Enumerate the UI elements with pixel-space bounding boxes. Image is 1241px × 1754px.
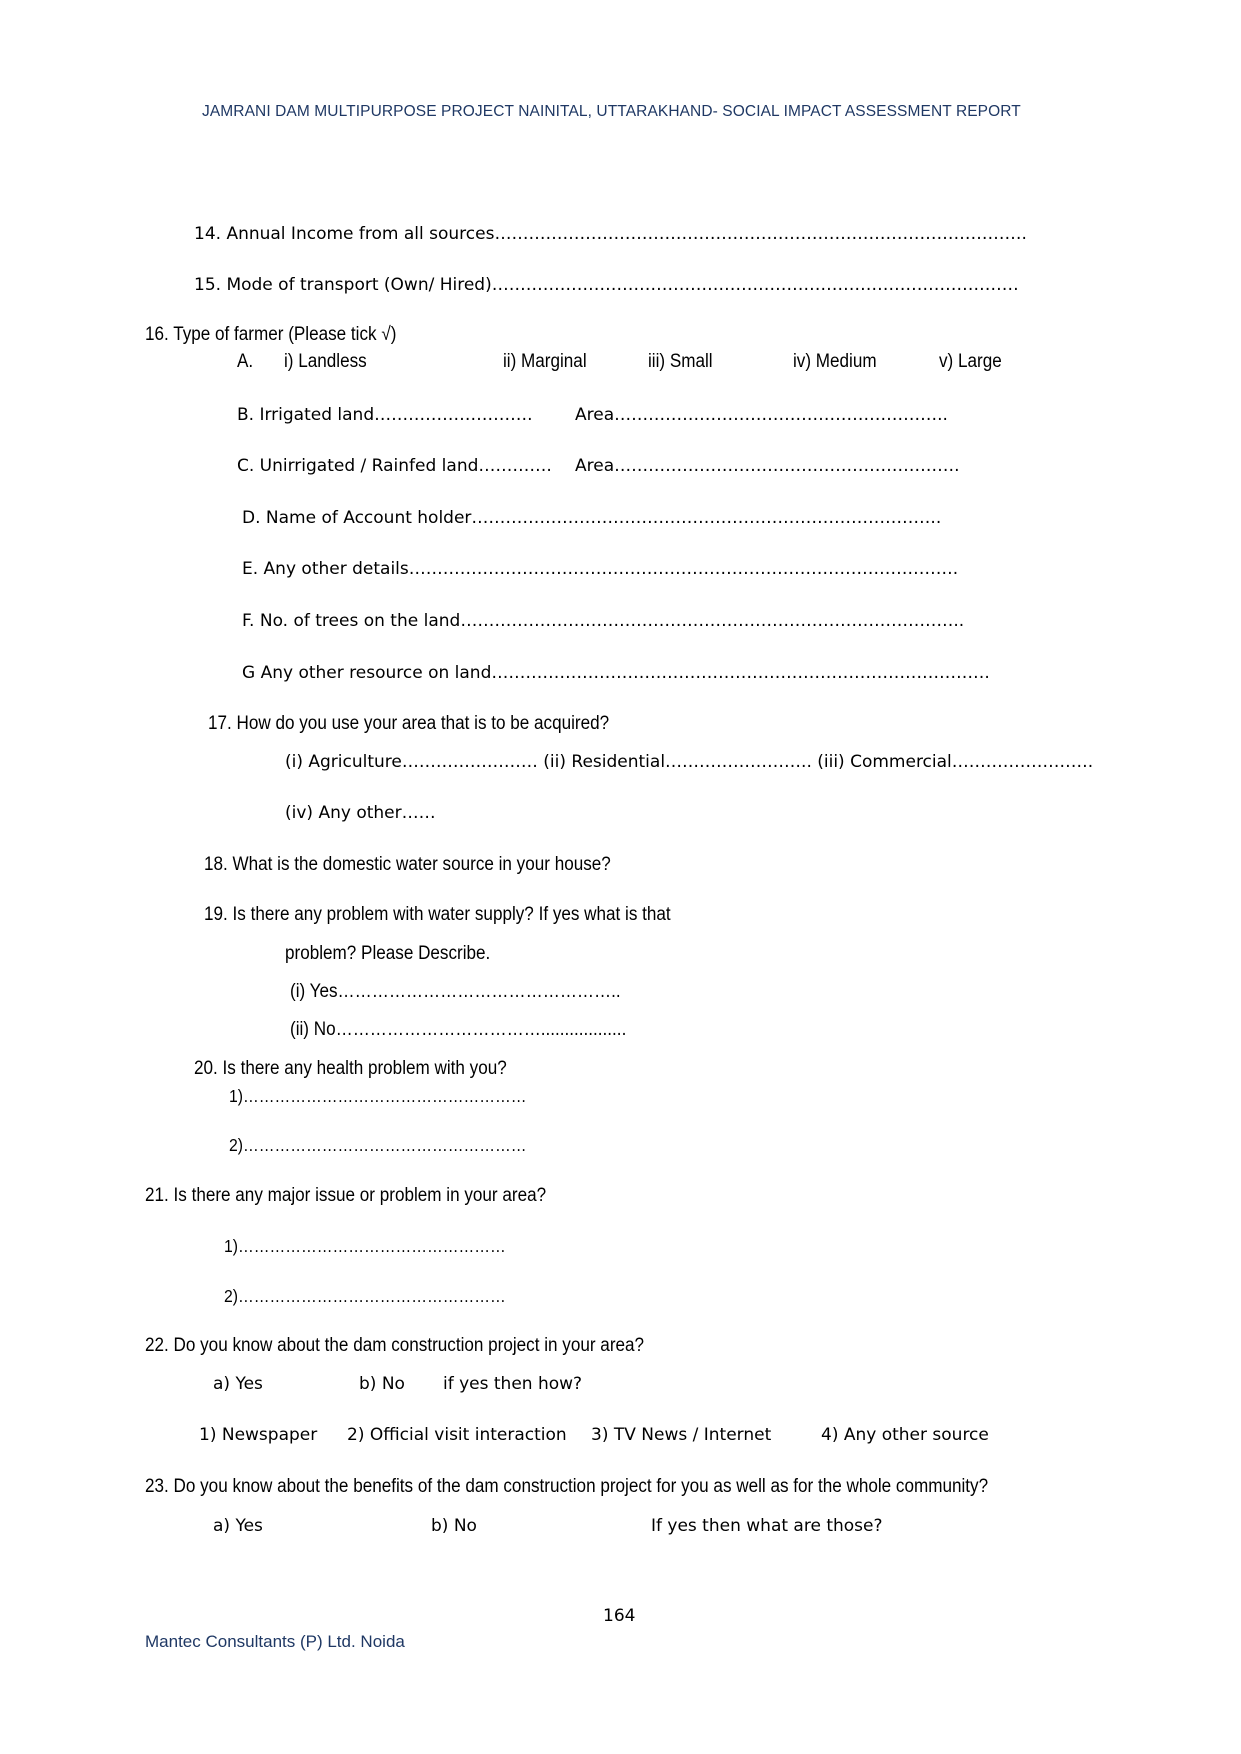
question-23-title: 23. Do you know about the benefits of the dam construction project for you as well as for the whole community? bbox=[145, 1476, 989, 1497]
farmer-option-landless: i) Landless bbox=[284, 351, 367, 372]
unirrigated-area-field: Area……………………………………………………. bbox=[575, 456, 960, 476]
source-official-visit: 2) Official visit interaction bbox=[347, 1425, 567, 1445]
other-resource-field: G Any other resource on land……………………………………………………………………………. bbox=[242, 663, 990, 683]
farmer-option-marginal: ii) Marginal bbox=[503, 351, 587, 372]
area-issue-1: 1)…………………………………………… bbox=[224, 1236, 506, 1256]
trees-field: F. No. of trees on the land…………………………………………………………………………….. bbox=[242, 611, 965, 631]
irrigated-land-field: B. Irrigated land………………………. bbox=[237, 405, 533, 425]
question-15: 15. Mode of transport (Own/ Hired)………………………………………………………………………………… bbox=[194, 275, 1019, 295]
source-tv-internet: 3) TV News / Internet bbox=[591, 1425, 772, 1445]
question-16-a-label: A. bbox=[237, 351, 254, 372]
benefits-no: b) No bbox=[431, 1516, 477, 1536]
benefits-what: If yes then what are those? bbox=[651, 1516, 883, 1536]
question-19-line2: problem? Please Describe. bbox=[285, 943, 491, 964]
farmer-option-small: iii) Small bbox=[648, 351, 713, 372]
irrigated-area-field: Area………………………………………………….. bbox=[575, 405, 948, 425]
question-21-title: 21. Is there any major issue or problem in your area? bbox=[145, 1185, 547, 1206]
page-number: 164 bbox=[603, 1606, 636, 1626]
source-other: 4) Any other source bbox=[821, 1425, 989, 1445]
benefits-yes: a) Yes bbox=[213, 1516, 263, 1536]
health-problem-2: 2)……………………………………………… bbox=[229, 1135, 527, 1155]
land-use-other: (iv) Any other…… bbox=[285, 803, 436, 823]
awareness-yes: a) Yes bbox=[213, 1374, 263, 1394]
other-details-field: E. Any other details……………………………………………………………………………………. bbox=[242, 559, 959, 579]
question-17-title: 17. How do you use your area that is to be acquired? bbox=[208, 713, 610, 734]
awareness-how: if yes then how? bbox=[443, 1374, 583, 1394]
footer-company: Mantec Consultants (P) Ltd. Noida bbox=[145, 1632, 405, 1651]
water-problem-no: (ii) No……………………………….................. bbox=[290, 1019, 627, 1040]
question-22-title: 22. Do you know about the dam construction project in your area? bbox=[145, 1335, 645, 1356]
report-header: JAMRANI DAM MULTIPURPOSE PROJECT NAINITAL, UTTARAKHAND- SOCIAL IMPACT ASSESSMENT REPORT bbox=[202, 103, 1021, 120]
question-16-title: 16. Type of farmer (Please tick √) bbox=[145, 324, 397, 345]
question-20-title: 20. Is there any health problem with you? bbox=[194, 1058, 507, 1079]
unirrigated-land-field: C. Unirrigated / Rainfed land…………. bbox=[237, 456, 552, 476]
source-newspaper: 1) Newspaper bbox=[199, 1425, 318, 1445]
health-problem-1: 1)……………………………………………… bbox=[229, 1086, 527, 1106]
area-issue-2: 2)…………………………………………… bbox=[224, 1286, 506, 1306]
question-18: 18. What is the domestic water source in your house? bbox=[204, 854, 611, 875]
land-use-options: (i) Agriculture…………………… (ii) Residential…………………….. (iii) Commercial……………………. bbox=[285, 752, 1094, 772]
account-holder-field: D. Name of Account holder……………………………………………………………………….. bbox=[242, 508, 942, 528]
farmer-option-medium: iv) Medium bbox=[793, 351, 877, 372]
question-19-line1: 19. Is there any problem with water supply? If yes what is that bbox=[204, 904, 671, 925]
water-problem-yes: (i) Yes………………………………………….. bbox=[290, 981, 621, 1002]
farmer-option-large: v) Large bbox=[939, 351, 1002, 372]
question-14: 14. Annual Income from all sources…………………………………………………………………………………. bbox=[194, 224, 1027, 244]
awareness-no: b) No bbox=[359, 1374, 405, 1394]
